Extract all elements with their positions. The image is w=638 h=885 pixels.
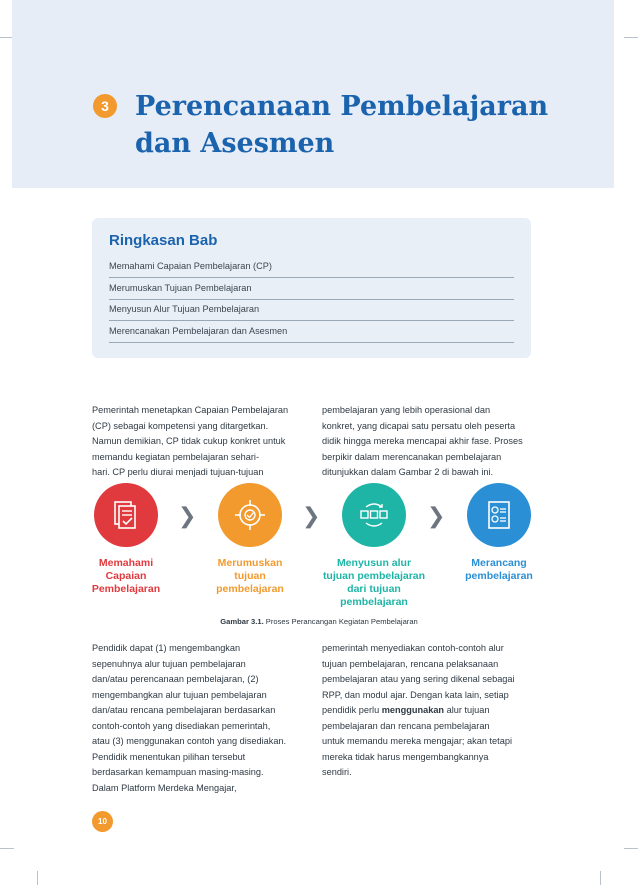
text-span: pendidik perlu: [322, 705, 382, 715]
label-line: pembelajaran: [216, 583, 284, 595]
text-line: dan/atau rencana pembelajaran berdasarkan: [92, 705, 276, 715]
label-line: Capaian: [105, 570, 147, 582]
label-line: Merancang: [471, 557, 527, 569]
step-label-arrange-flow: [309, 557, 439, 609]
text-line: Pemerintah menetapkan Capaian Pembelajaran: [92, 405, 289, 415]
text-line: didik hingga mereka mencapai akhir fase. Proses: [322, 436, 523, 446]
arrow-right-icon: ❯: [427, 503, 446, 528]
text-line: mereka tidak harus mengembangkannya: [322, 751, 489, 762]
caption-label: Gambar 3.1.: [220, 617, 264, 626]
text-line: atau (3) menggunakan contoh yang disediakan.: [92, 736, 287, 746]
crop-mark: [0, 848, 14, 849]
target-icon: [234, 499, 266, 531]
text-line: berpikir dalam merencanakan pembelajaran: [322, 451, 502, 462]
summary-title: Ringkasan Bab: [109, 232, 218, 249]
chapter-title: [135, 88, 555, 162]
text-line: pembelajaran dan rencana pembelajaran: [322, 720, 490, 731]
summary-item: Memahami Capaian Pembelajaran (CP): [109, 261, 514, 278]
text-line: contoh-contoh yang disediakan pemerintah,: [92, 720, 271, 731]
summary-item: Merumuskan Tujuan Pembelajaran: [109, 283, 514, 300]
text-span: alur tujuan: [444, 705, 490, 715]
chapter-number-badge: 3: [93, 94, 117, 118]
emphasis-text: menggunakan: [381, 705, 445, 715]
text-line: Pendidik menentukan pilihan tersebut: [92, 751, 246, 762]
summary-item: Merencanakan Pembelajaran dan Asesmen: [109, 326, 514, 343]
crop-mark: [624, 37, 638, 38]
step-label-formulate-goals: [196, 557, 304, 596]
label-line: pembelajaran: [340, 596, 408, 608]
label-line: Merumuskan: [217, 557, 283, 569]
chapter-title-line1: Perencanaan Pembelajaran: [135, 91, 549, 122]
text-line: untuk memandu mereka mengajar; akan tetapi: [322, 736, 512, 746]
body-left-paragraph: [92, 641, 286, 796]
text-line: Dalam Platform Merdeka Mengajar,: [92, 782, 237, 793]
text-line: (CP) sebagai kompetensi yang ditargetkan.: [92, 420, 269, 431]
label-line: Memahami: [98, 557, 154, 569]
caption-text: Proses Perancangan Kegiatan Pembelajaran: [263, 617, 418, 626]
figure-caption: [0, 617, 638, 626]
step-label-understand-cp: [72, 557, 180, 596]
step-label-design-learning: [445, 557, 553, 583]
label-line: dari tujuan: [347, 583, 401, 595]
crop-mark: [37, 871, 38, 885]
page-number-badge: 10: [92, 811, 113, 832]
text-line: hari. CP perlu diurai menjadi tujuan-tujuan: [92, 467, 264, 477]
summary-item: Menyusun Alur Tujuan Pembelajaran: [109, 304, 514, 321]
text-line: pembelajaran yang lebih operasional dan: [322, 405, 491, 415]
body-right-paragraph: [322, 641, 515, 781]
plan-document-icon: [483, 499, 515, 531]
label-line: Menyusun alur: [336, 557, 412, 569]
step-circle-formulate-goals: [218, 483, 282, 547]
crop-mark: [600, 871, 601, 885]
crop-mark: [624, 848, 638, 849]
text-line: dan/atau perencanaan pembelajaran, (2): [92, 674, 259, 684]
text-line: sepenuhnya alur tujuan pembelajaran: [92, 658, 246, 669]
label-line: tujuan: [234, 570, 266, 582]
arrow-right-icon: ❯: [302, 503, 321, 528]
text-line: ditunjukkan dalam Gambar 2 di bawah ini.: [322, 467, 494, 477]
step-circle-understand-cp: [94, 483, 158, 547]
label-line: Pembelajaran: [91, 583, 161, 595]
text-line: Namun demikian, CP tidak cukup konkret untuk: [92, 436, 286, 446]
arrow-right-icon: ❯: [178, 503, 197, 528]
label-line: tujuan pembelajaran: [322, 570, 426, 582]
intro-right-paragraph: [322, 403, 523, 481]
chapter-summary-box: [92, 218, 531, 358]
text-line: berdasarkan kemampuan masing-masing.: [92, 767, 264, 777]
text-line: konkret, yang dicapai satu persatu oleh peserta: [322, 420, 516, 431]
text-line: [322, 703, 515, 719]
text-line: RPP, dan modul ajar. Dengan kata lain, setiap: [322, 689, 509, 700]
text-line: pemerintah menyediakan contoh-contoh alur: [322, 643, 504, 653]
text-line: mengembangkan alur tujuan pembelajaran: [92, 689, 267, 700]
step-circle-arrange-flow: [342, 483, 406, 547]
intro-left-paragraph: [92, 403, 288, 481]
document-check-icon: [110, 499, 142, 531]
text-line: pembelajaran atau yang sering dikenal sebagai: [322, 674, 515, 684]
chapter-title-line2: dan Asesmen: [135, 128, 335, 159]
text-line: memandu kegiatan pembelajaran sehari-: [92, 451, 260, 462]
text-line: sendiri.: [322, 767, 352, 777]
flow-boxes-icon: [358, 499, 390, 531]
text-line: Pendidik dapat (1) mengembangkan: [92, 643, 241, 653]
text-line: tujuan pembelajaran, rencana pelaksanaan: [322, 658, 499, 669]
step-circle-design-learning: [467, 483, 531, 547]
label-line: pembelajaran: [465, 570, 533, 582]
